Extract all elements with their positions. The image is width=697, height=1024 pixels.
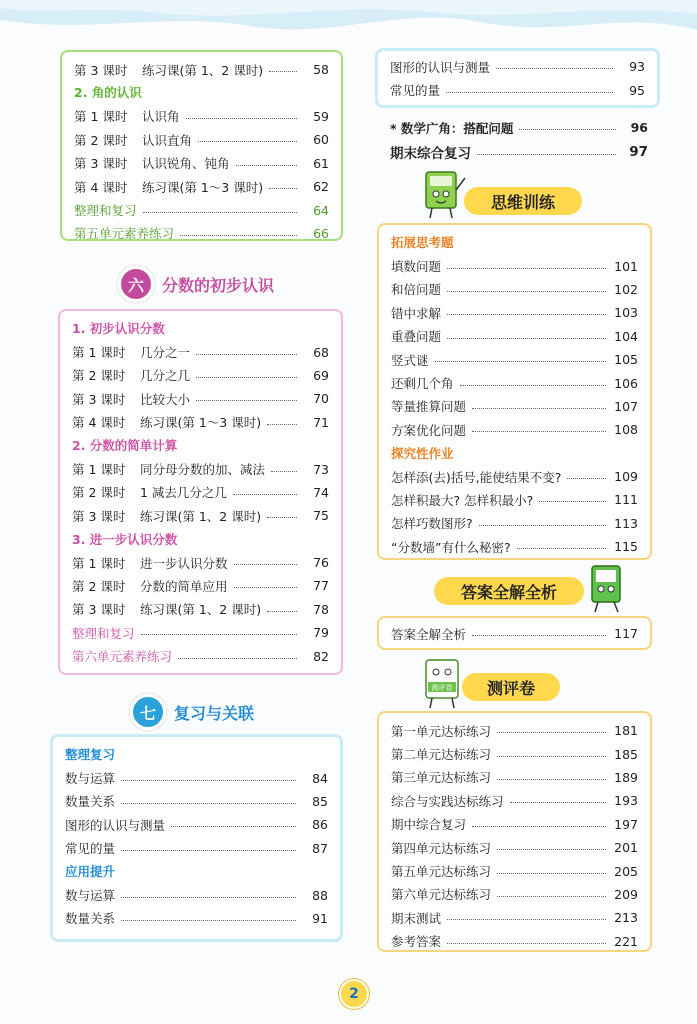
toc-page: 105 [614, 352, 638, 368]
toc-row[interactable] [391, 836, 638, 859]
toc-row[interactable] [65, 837, 328, 860]
toc-row[interactable] [391, 930, 638, 953]
leader-dots [472, 408, 606, 409]
toc-row[interactable] [391, 371, 638, 394]
toc-row[interactable] [74, 128, 329, 151]
toc-page: 74 [313, 484, 329, 500]
section-pill-answers: 答案全解全析 [434, 577, 584, 605]
leader-dots [171, 826, 296, 827]
toc-title: 几分之几 [140, 368, 191, 384]
leader-dots [460, 385, 606, 386]
section-heading: 整理复习 [65, 747, 116, 762]
toc-row[interactable] [65, 907, 328, 930]
toc-title: 还剩几个角 [391, 376, 454, 392]
section-heading: 应用提升 [65, 863, 116, 879]
toc-row[interactable] [65, 790, 328, 813]
lesson-number: 第 3 课时 [72, 391, 126, 407]
leader-dots [497, 779, 606, 780]
toc-row-practice[interactable]: 第六单元素养练习 82 [72, 648, 329, 665]
toc-row[interactable] [74, 105, 329, 128]
toc-title: 认识直角 [142, 132, 193, 148]
unit-badge: 七 [130, 694, 166, 730]
section-heading: 拓展思考题 [391, 235, 454, 250]
lesson-number: 第 1 课时 [72, 462, 126, 478]
section-heading: 2. 角的认识 [74, 85, 142, 101]
leader-dots [186, 118, 297, 119]
leader-dots [269, 188, 297, 189]
toc-page: 88 [312, 887, 328, 903]
toc-page: 84 [312, 770, 328, 786]
leader-dots [236, 165, 297, 166]
toc-title: 竖式谜 [391, 352, 429, 368]
answers-box [377, 616, 652, 650]
toc-page: 91 [312, 910, 328, 926]
toc-title: 怎样积最大? 怎样积最小? [391, 492, 534, 508]
toc-page: 106 [614, 375, 638, 391]
toc-title: 第六单元达标练习 [391, 887, 492, 903]
toc-page: 113 [614, 515, 638, 531]
toc-row[interactable] [65, 883, 328, 906]
toc-page: 73 [313, 461, 329, 477]
leader-dots [497, 873, 606, 874]
toc-page: 197 [614, 816, 638, 832]
lesson-number: 第 3 课时 [74, 62, 128, 78]
toc-row[interactable] [391, 535, 638, 558]
leader-dots [267, 424, 297, 425]
toc-row[interactable] [390, 55, 645, 78]
leader-dots [121, 780, 296, 781]
toc-row[interactable] [72, 411, 329, 434]
toc-title: 图形的认识与测量 [390, 59, 491, 75]
section-heading: 1. 初步认识分数 [72, 321, 165, 336]
unit5-tail-box [60, 50, 343, 241]
toc-title: 练习课(第 1、2 课时) [140, 508, 262, 524]
toc-title: 综合与实践达标练习 [391, 793, 504, 809]
lesson-number: 第 2 课时 [72, 368, 126, 384]
lesson-number: 第 2 课时 [74, 132, 128, 148]
toc-title: 分数的简单应用 [140, 578, 228, 594]
book-mascot-icon [582, 564, 632, 616]
leader-dots [233, 494, 297, 495]
toc-row[interactable] [72, 504, 329, 527]
toc-title: 怎样巧数图形? [391, 516, 473, 532]
toc-page: 221 [614, 933, 638, 949]
unit6-box [58, 309, 343, 675]
toc-row[interactable] [74, 58, 329, 81]
leader-dots [539, 501, 606, 502]
toc-title: 数量关系 [65, 794, 116, 810]
toc-title: 参考答案 [391, 934, 442, 950]
toc-page: 185 [614, 746, 638, 762]
toc-title: “分数墙”有什么秘密? [391, 539, 511, 555]
toc-title: 1 减去几分之几 [140, 485, 227, 501]
toc-title: 比较大小 [140, 391, 191, 407]
lesson-number: 第 2 课时 [72, 578, 126, 594]
toc-page: 103 [614, 305, 638, 321]
toc-row[interactable] [65, 766, 328, 789]
leader-dots [196, 400, 297, 401]
leader-dots [234, 564, 297, 565]
unit7-tail-box [375, 48, 660, 108]
toc-page: 58 [313, 62, 329, 78]
leader-dots [472, 826, 606, 827]
section-heading: 2. 分数的简单计算 [72, 437, 178, 453]
book-mascot-icon [418, 170, 468, 222]
leader-dots [447, 919, 606, 920]
toc-title: 填数问题 [391, 259, 442, 275]
toc-row[interactable] [65, 813, 328, 836]
toc-title: 第三单元达标练习 [391, 770, 492, 786]
toc-page: 59 [313, 108, 329, 124]
leader-dots [447, 338, 606, 339]
toc-row[interactable] [72, 340, 329, 363]
toc-page: 107 [614, 398, 638, 414]
leader-dots [271, 471, 297, 472]
toc-title: 练习课(第 1～3 课时) [140, 415, 262, 431]
toc-page: 181 [614, 723, 638, 739]
toc-page: 61 [313, 155, 329, 171]
lesson-number: 第 3 课时 [72, 602, 126, 618]
toc-title: 第五单元达标练习 [391, 864, 492, 880]
toc-page: 101 [614, 258, 638, 274]
leader-dots [567, 478, 606, 479]
leader-dots [121, 920, 296, 921]
unit7-header [130, 694, 254, 730]
toc-row[interactable] [391, 813, 638, 836]
section-pill-thinking: 思维训练 [464, 187, 582, 215]
toc-row-math-corner[interactable]: * 数学广角：搭配问题 96 [390, 120, 648, 136]
toc-row[interactable] [391, 348, 638, 371]
leader-dots [446, 92, 613, 93]
toc-page: 213 [614, 910, 638, 926]
toc-title: 和倍问题 [391, 282, 442, 298]
leader-dots [510, 802, 606, 803]
toc-title: 常见的量 [65, 841, 116, 857]
test-paper-mascot-icon [418, 656, 468, 710]
section-pill-tests: 测评卷 [462, 673, 560, 701]
toc-row[interactable] [391, 488, 638, 511]
leader-dots [267, 517, 297, 518]
toc-page: 193 [614, 793, 638, 809]
toc-title: 第四单元达标练习 [391, 840, 492, 856]
toc-row[interactable] [74, 152, 329, 175]
toc-row[interactable] [72, 387, 329, 410]
toc-title: 等量推算问题 [391, 399, 467, 415]
leader-dots [121, 850, 296, 851]
toc-row[interactable] [391, 906, 638, 929]
toc-row[interactable] [391, 254, 638, 277]
leader-dots [497, 896, 606, 897]
toc-page: 108 [614, 422, 638, 438]
toc-title: 常见的量 [390, 83, 441, 99]
toc-row[interactable]: 答案全解全析 117 [391, 626, 638, 642]
page-number: 2 [339, 979, 369, 1009]
toc-title: 图形的认识与测量 [65, 817, 166, 833]
toc-page: 60 [313, 132, 329, 148]
toc-page: 71 [313, 414, 329, 430]
toc-title: 第二单元达标练习 [391, 747, 492, 763]
leader-dots [447, 943, 606, 944]
leader-dots [447, 268, 606, 269]
toc-page: 115 [614, 539, 638, 555]
toc-title: 练习课(第 1、2 课时) [142, 62, 264, 78]
svg-text:测评卷: 测评卷 [431, 684, 453, 692]
toc-title: 第一单元达标练习 [391, 723, 492, 739]
toc-title: 错中求解 [391, 305, 442, 321]
toc-page: 86 [312, 817, 328, 833]
unit-title: 分数的初步认识 [162, 275, 275, 295]
toc-row[interactable] [74, 175, 329, 198]
lesson-number: 第 2 课时 [72, 485, 126, 501]
toc-title: 数与运算 [65, 771, 116, 787]
section-heading: 3. 进一步认识分数 [72, 531, 178, 547]
toc-title: 进一步认识分数 [140, 555, 228, 571]
leader-dots [497, 756, 606, 757]
toc-page: 93 [629, 59, 645, 75]
section-heading: 探究性作业 [391, 445, 454, 461]
leader-dots [196, 377, 297, 378]
toc-title: 认识角 [142, 109, 180, 125]
toc-row[interactable] [72, 551, 329, 574]
toc-title: 方案优化问题 [391, 422, 467, 438]
toc-title: 练习课(第 1～3 课时) [142, 179, 264, 195]
toc-page: 209 [614, 886, 638, 902]
leader-dots [269, 71, 297, 72]
toc-row[interactable] [391, 465, 638, 488]
toc-page: 78 [313, 601, 329, 617]
toc-row-review[interactable]: 整理和复习 64 [74, 202, 329, 219]
lesson-number: 第 1 课时 [74, 109, 128, 125]
toc-row[interactable] [391, 883, 638, 906]
tests-box [377, 711, 652, 952]
leader-dots [447, 314, 606, 315]
lesson-number: 第 3 课时 [74, 156, 128, 172]
unit-title: 复习与关联 [174, 703, 255, 723]
toc-title: 练习课(第 1、2 课时) [140, 602, 262, 618]
extra-chapters [390, 116, 648, 165]
toc-row[interactable] [391, 301, 638, 324]
leader-dots [121, 803, 296, 804]
toc-page: 95 [629, 82, 645, 98]
toc-page: 111 [614, 492, 638, 508]
toc-page: 85 [312, 793, 328, 809]
toc-page: 70 [313, 391, 329, 407]
leader-dots [517, 548, 606, 549]
leader-dots [435, 361, 606, 362]
lesson-number: 第 4 课时 [72, 415, 126, 431]
leader-dots [267, 611, 297, 612]
leader-dots [472, 431, 606, 432]
toc-title: 怎样添(去)括号,能使结果不变? [391, 469, 562, 485]
toc-page: 76 [313, 555, 329, 571]
toc-row[interactable] [391, 278, 638, 301]
unit7-box [50, 734, 343, 942]
leader-dots [447, 291, 606, 292]
toc-row[interactable] [391, 742, 638, 765]
toc-row[interactable] [391, 325, 638, 348]
leader-dots [234, 587, 297, 588]
toc-row[interactable] [391, 766, 638, 789]
toc-page: 62 [313, 179, 329, 195]
toc-row-review[interactable]: 整理和复习 79 [72, 625, 329, 641]
toc-row[interactable] [391, 512, 638, 535]
top-wave-decoration [0, 0, 697, 50]
leader-dots [198, 141, 297, 142]
toc-title: 重叠问题 [391, 329, 442, 345]
toc-page: 205 [614, 863, 638, 879]
lesson-number: 第 1 课时 [72, 345, 126, 361]
toc-row[interactable] [72, 364, 329, 387]
toc-row[interactable] [72, 574, 329, 597]
toc-row-practice[interactable]: 第五单元素养练习 66 [74, 225, 329, 242]
toc-title: 数量关系 [65, 911, 116, 927]
lesson-number: 第 1 课时 [72, 555, 126, 571]
toc-page: 69 [313, 367, 329, 383]
leader-dots [497, 732, 606, 733]
toc-page: 189 [614, 769, 638, 785]
toc-row[interactable] [72, 598, 329, 621]
toc-title: 期末测试 [391, 910, 442, 926]
toc-page: 104 [614, 328, 638, 344]
toc-title: 期中综合复习 [391, 817, 467, 833]
toc-page: 77 [313, 578, 329, 594]
toc-row[interactable] [391, 395, 638, 418]
toc-title: 认识锐角、钝角 [142, 156, 230, 172]
toc-row[interactable] [72, 481, 329, 504]
toc-page: 68 [313, 344, 329, 360]
toc-page: 102 [614, 281, 638, 297]
leader-dots [497, 849, 606, 850]
unit6-header [118, 266, 274, 302]
lesson-number: 第 3 课时 [72, 508, 126, 524]
toc-row[interactable] [391, 859, 638, 882]
toc-row[interactable] [390, 78, 645, 101]
toc-page: 87 [312, 840, 328, 856]
leader-dots [196, 354, 297, 355]
unit-badge: 六 [118, 266, 154, 302]
toc-title: 数与运算 [65, 888, 116, 904]
toc-row-final-review[interactable]: 期末综合复习 97 [390, 144, 648, 163]
toc-row[interactable] [391, 418, 638, 441]
leader-dots [121, 897, 296, 898]
toc-page: 75 [313, 508, 329, 524]
toc-title: 同分母分数的加、减法 [140, 462, 266, 478]
thinking-box [377, 223, 652, 560]
lesson-number: 第 4 课时 [74, 179, 128, 195]
toc-title: 几分之一 [140, 345, 191, 361]
leader-dots [496, 68, 613, 69]
toc-page: 201 [614, 840, 638, 856]
toc-page: 109 [614, 469, 638, 485]
leader-dots [479, 525, 606, 526]
toc-row[interactable] [72, 457, 329, 480]
toc-row[interactable] [391, 719, 638, 742]
toc-row[interactable] [391, 789, 638, 812]
